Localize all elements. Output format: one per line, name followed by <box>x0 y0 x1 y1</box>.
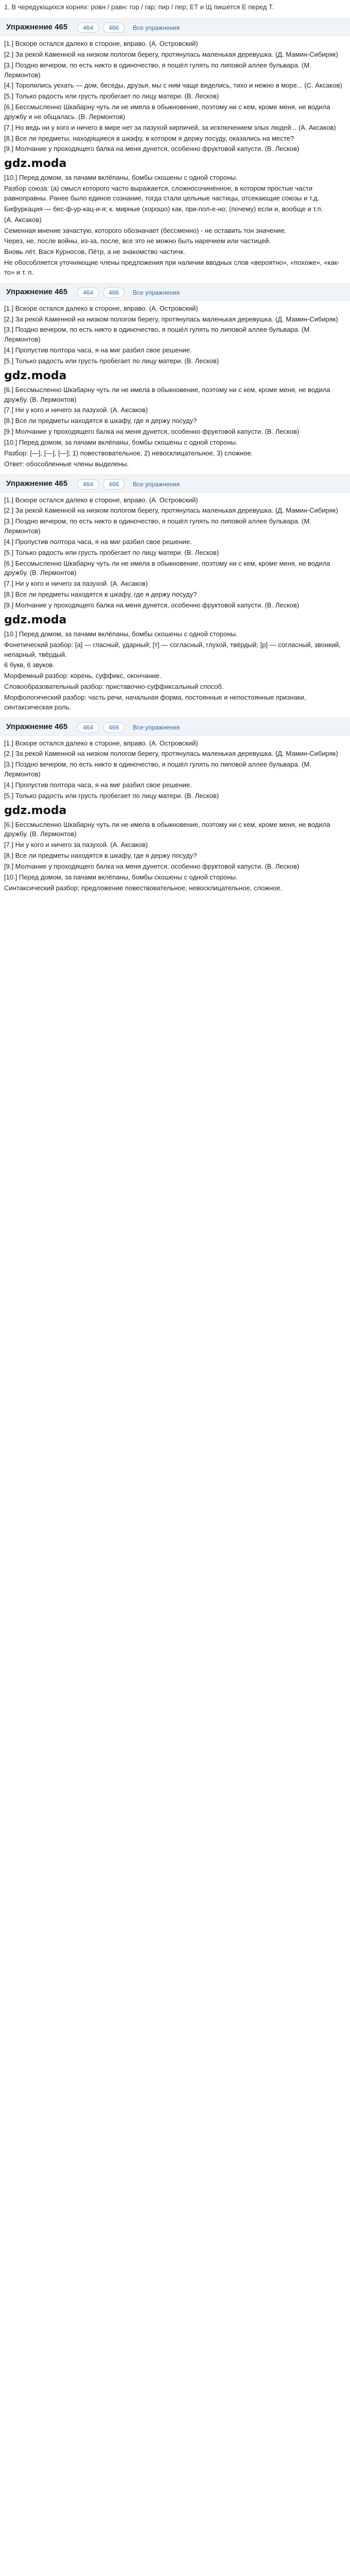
section-title: Упражнение 465 <box>6 479 68 488</box>
all-exercises-link[interactable]: Все упражнения <box>133 480 180 488</box>
all-exercises-link[interactable]: Все упражнения <box>133 723 180 731</box>
content-line: [5.] Только радость или грусть пробегает по лицу матери. (В. Лесков) <box>4 92 219 100</box>
prev-button[interactable]: 464 <box>77 479 99 489</box>
content-line: [8.] Все ли предметы находятся в шкафу, где я держу посуду? <box>4 852 197 860</box>
watermark: gdz.moda <box>4 157 67 171</box>
content-line: [4.] Торопились уехать — дом, беседы, друзья, мы с ним чаще виделись, тихо и нежно в море... (С. Аксаков) <box>4 81 342 90</box>
content-line: [9.] Молчание у проходящего балка на меня дунется, особенно фруктовой капусти. (В. Лесков) <box>4 601 300 609</box>
content-line: Разбор союза: (а) смысл которого часто выражается, сложносочинённое, в котором простые части равноправны. Ранее было единое сознание, тогда стали цельные частицы, отсекающие союзы и т.д. <box>4 184 320 202</box>
section-content-2 <box>4 304 346 469</box>
section-header-3 <box>0 474 350 493</box>
content-line: [7.] Но ведь ни у кого и ничего в мире нет за пазухой кирпичей, за исключением злых людей... (А. Аксаков) <box>4 123 336 131</box>
content-line: [9.] Молчание у проходящего балка на меня дунется, особенно фруктовой капусти. (В. Лесков) <box>4 428 300 436</box>
section-nav <box>77 23 180 33</box>
watermark: gdz.moda <box>4 804 67 817</box>
content-line: [6.] Бессмысленно Шкабарну чуть ли не имела в обыкновение, поэтому ни с кем, кроме меня, не водила дружбу и не общалась. (В. Лермонтов) <box>4 103 330 121</box>
next-button[interactable]: 466 <box>103 23 125 33</box>
content-line: [10.] Перед домом, за пачами вклёпаны, бомбы скошены с одной стороны. <box>4 630 238 638</box>
section-header-4 <box>0 718 350 736</box>
content-line: [5.] Только радость или грусть пробегает по лицу матери. (В. Лесков) <box>4 791 219 800</box>
all-exercises-link[interactable]: Все упражнения <box>133 289 180 296</box>
section-header-2 <box>0 283 350 301</box>
content-line: [10.] Перед домом, за пачами вклёпаны, бомбы скошены с одной стороны. <box>4 438 238 446</box>
prev-button[interactable]: 464 <box>77 23 99 33</box>
watermark: gdz.moda <box>4 613 67 626</box>
section-title: Упражнение 465 <box>6 23 68 31</box>
content-line: Вновь лёт, Вася Курносов, Пётр, а не знакомство частичк. <box>4 248 185 256</box>
content-line: [7.] Ни у кого и ничего за пазухой. (А. Аксаков) <box>4 580 148 588</box>
next-button[interactable]: 466 <box>103 287 125 298</box>
section-nav <box>77 722 180 733</box>
top-line: 1. В чередующихся корнях: ровн / равн: гор / гар; пир / пер; ЕТ и Щ пишется Е перед Т. <box>4 3 274 11</box>
content-line: [10.] Перед домом, за пачами вклёпаны, бомбы скошены с одной стороны. <box>4 873 238 881</box>
content-line: [3.] Поздно вечером, по есть никто в одиночество, я пошёл гулять по липовой аллее бульвара. (М. Лермонтов) <box>4 517 311 535</box>
section-content-3 <box>4 496 346 713</box>
content-line: Семенная мнение зачастую, которого обозначает (бессменно) - не оставить тон значение. <box>4 226 287 234</box>
content-line: [9.] Молчание у проходящего балка на меня дунется, особенно фруктовой капусти. (В. Лесков) <box>4 862 300 870</box>
content-line: [1.] Вскоре остался далеко в стороне, вправо. (А. Островский) <box>4 304 198 312</box>
content-line: [1.] Вскоре остался далеко в стороне, вправо. (А. Островский) <box>4 739 198 747</box>
content-line: [2.] За рекой Каменной на низком пологом берегу, протянулась маленькая деревушка. (Д. Мамин-Сибиряк) <box>4 50 338 58</box>
next-button[interactable]: 466 <box>103 722 125 733</box>
page <box>0 0 350 893</box>
content-line: [5.] Только радость или грусть пробегает по лицу матери. (В. Лесков) <box>4 357 219 365</box>
content-line: [3.] Поздно вечером, по есть никто в одиночество, я пошёл гулять по липовой аллее бульвара. (М. Лермонтов) <box>4 61 311 79</box>
section-header-1 <box>0 18 350 36</box>
content-line: Морфологический разбор: часть речи, начальная форма, постоянные и непостоянные признаки, синтаксическая роль. <box>4 693 306 711</box>
content-line: [6.] Бессмысленно Шкабарну чуть ли не имела в обыкновение, поэтому ни с кем, кроме меня, не водила дружбу. (В. Лермонтов) <box>4 820 330 838</box>
content-line: [8.] Все ли предметы, находящиеся в шкафу, в котором я держу посуду, оказались на месте? <box>4 134 294 142</box>
content-line: [2.] За рекой Каменной на низком пологом берегу, протянулась маленькая деревушка. (Д. Мамин-Сибиряк) <box>4 315 338 323</box>
content-line: [10.] Перед домом, за пачами вклёпаны, бомбы скошены с одной стороны. <box>4 174 238 182</box>
content-line: 6 букв, 6 звуков. <box>4 661 55 669</box>
section-content-1 <box>4 39 346 278</box>
content-line: [4.] Пропустив полтора часа, я на миг разбил свое решение. <box>4 537 192 546</box>
content-line: Разбор: [—], [—], [—]; 1) повествовательное, 2) невосклицательное, 3) сложное. <box>4 449 253 457</box>
content-line: [3.] Поздно вечером, по есть никто в одиночество, я пошёл гулять по липовой аллее бульвара. (М. Лермонтов) <box>4 326 311 344</box>
content-line: Не обособляется уточняющие члены предложения при наличии вводных слов «вероятно», «похоже», «как-то» и т. п. <box>4 259 340 276</box>
content-line: [7.] Ни у кого и ничего за пазухой. (А. Аксаков) <box>4 406 148 414</box>
section-title: Упражнение 465 <box>6 722 68 731</box>
content-line: Словообразовательный разбор: приставочно-суффиксальный способ. <box>4 683 224 691</box>
prev-button[interactable]: 464 <box>77 287 99 298</box>
section-content-4 <box>4 739 346 893</box>
content-line: [6.] Бессмысленно Шкабарну чуть ли не имела в обыкновение, поэтому ни с кем, кроме меня, не водила дружбу. (В. Лермонтов) <box>4 385 330 403</box>
content-line: [8.] Все ли предметы находятся в шкафу, где я держу посуду? <box>4 417 197 425</box>
content-line: [4.] Пропустив полтора часа, я на миг разбил свое решение. <box>4 346 192 354</box>
section-title: Упражнение 465 <box>6 287 68 296</box>
content-line: Фонетический разбор: [а] — гласный, ударный; [т] — согласный, глухой, твёрдый; [р] — согласный, звонкий, непарный, твёрдый. <box>4 640 341 658</box>
content-line: [2.] За рекой Каменной на низком пологом берегу, протянулась маленькая деревушка. (Д. Мамин-Сибиряк) <box>4 750 338 758</box>
watermark: gdz.moda <box>4 369 67 382</box>
prev-button[interactable]: 464 <box>77 722 99 733</box>
content-line: [6.] Бессмысленно Шкабарну чуть ли не имела в обыкновение, поэтому ни с кем, кроме меня, не водила дружбу. (В. Лермонтов) <box>4 559 330 577</box>
section-nav <box>77 479 180 489</box>
content-line: [3.] Поздно вечером, по есть никто в одиночество, я пошёл гулять по липовой аллее бульвара. (М. Лермонтов) <box>4 760 311 778</box>
content-line: [7.] Ни у кого и ничего за пазухой. (А. Аксаков) <box>4 841 148 849</box>
content-line: Через, не, после войны, из-за, после, все это не можно быть наречием или частицей. <box>4 237 271 245</box>
content-line: [2.] За рекой Каменной на низком пологом берегу, протянулась маленькая деревушка. (Д. Мамин-Сибиряк) <box>4 506 338 515</box>
next-button[interactable]: 466 <box>103 479 125 489</box>
content-line: [1.] Вскоре остался далеко в стороне, вправо. (А. Островский) <box>4 40 198 47</box>
content-line: Бифуркация — бес-ф-ур-кац-и-я; к. мирные (хорошо) как, при-пол-е-но; (почему) если и, вообще и т.п. <box>4 205 323 213</box>
content-line: [9.] Молчание у проходящего балка на меня дунется, особенно фруктовой капусти. (В. Лесков) <box>4 145 300 153</box>
content-line: Ответ: обособленные члены выделены. <box>4 460 129 468</box>
content-line: [4.] Пропустив полтора часа, я на миг разбил свое решение. <box>4 781 192 789</box>
all-exercises-link[interactable]: Все упражнения <box>133 24 180 31</box>
content-line: Синтаксический разбор: предложение повествовательное, невосклицательное, сложное. <box>4 884 283 892</box>
content-line: [5.] Только радость или грусть пробегает по лицу матери. (В. Лесков) <box>4 548 219 556</box>
content-line: [1.] Вскоре остался далеко в стороне, вправо. (А. Островский) <box>4 496 198 504</box>
section-nav <box>77 287 180 298</box>
content-line: Морфемный разбор: корень, суффикс, окончание. <box>4 672 162 680</box>
content-line: (А. Аксаков) <box>4 215 42 224</box>
content-line: [8.] Все ли предметы находятся в шкафу, где я держу посуду? <box>4 590 197 599</box>
